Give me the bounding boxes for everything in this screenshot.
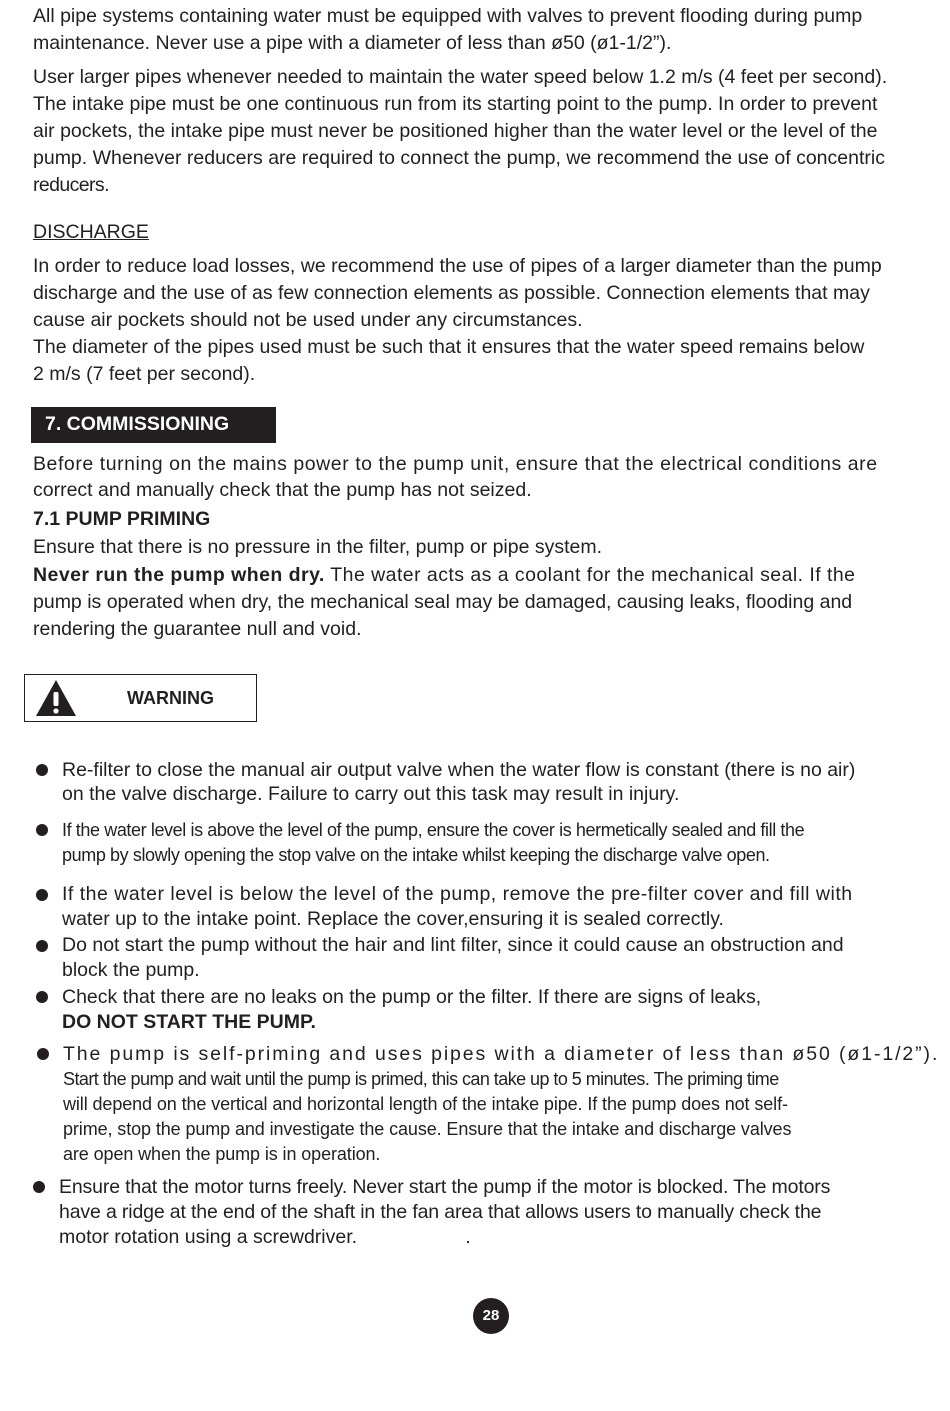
list-item-text <box>62 757 855 808</box>
list-item-text <box>62 818 804 868</box>
discharge-heading: DISCHARGE <box>33 221 149 243</box>
text-line: If the water level is above the level of the pump, ensure the cover is hermetically sealed and fill the <box>62 820 805 840</box>
text-line: Check that there are no leaks on the pump or the filter. If there are signs of leaks, <box>62 986 762 1008</box>
text-line <box>33 562 950 589</box>
warning-triangle-icon <box>34 678 78 718</box>
text-line: pump. Whenever reducers are required to connect the pump, we recommend the use of concentric <box>33 147 885 169</box>
text-line: are open when the pump is in operation. <box>63 1144 381 1164</box>
page-number-badge: 28 <box>473 1298 509 1334</box>
text-line: If the water level is below the level of the pump, remove the pre-filter cover and fill with <box>62 883 853 905</box>
text-line: maintenance. Never use a pipe with a diameter of less than ø50 (ø1-1/2”). <box>33 32 672 54</box>
text-line: block the pump. <box>62 959 200 981</box>
dry-run-paragraph <box>33 562 950 643</box>
text-line: have a ridge at the end of the shaft in the fan area that allows users to manually check the <box>59 1201 822 1223</box>
section-title-bar: 7. COMMISSIONING <box>31 407 276 443</box>
text-line: All pipe systems containing water must be equipped with valves to prevent flooding during pump <box>33 5 863 27</box>
list-item-text <box>63 1042 939 1167</box>
text-line: pump is operated when dry, the mechanical seal may be damaged, causing leaks, flooding and <box>33 591 853 613</box>
pump-priming-heading: 7.1 PUMP PRIMING <box>33 508 211 530</box>
text-line: The pump is self-priming and uses pipes with a diameter of less than ø50 (ø1-1/2”). <box>63 1043 940 1065</box>
bullet-icon <box>36 991 48 1003</box>
bullet-icon <box>33 1181 45 1193</box>
text-line: Before turning on the mains power to the pump unit, ensure that the electrical conditions are <box>33 453 878 475</box>
text-line: on the valve discharge. Failure to carry out this task may result in injury. <box>62 783 680 805</box>
text-line: Do not start the pump without the hair and lint filter, since it could cause an obstruction and <box>62 934 844 956</box>
text-line: cause air pockets should not be used under any circumstances. <box>33 309 583 331</box>
text-line: Ensure that the motor turns freely. Never start the pump if the motor is blocked. The motors <box>59 1176 831 1198</box>
text-line: DO NOT START THE PUMP. <box>62 1011 316 1033</box>
intake-paragraph <box>33 64 950 199</box>
text-line: pump by slowly opening the stop valve on the intake whilst keeping the discharge valve open. <box>62 845 770 865</box>
text-line: reducers. <box>33 174 109 196</box>
dry-run-bold: Never run the pump when dry. <box>33 564 325 586</box>
text-line: discharge and the use of as few connection elements as possible. Connection elements that may <box>33 282 870 304</box>
list-item-text <box>62 882 853 932</box>
bullet-icon <box>36 940 48 952</box>
warning-label: WARNING <box>127 688 214 708</box>
text-line: prime, stop the pump and investigate the cause. Ensure that the intake and discharge valves <box>63 1119 792 1139</box>
text-line: air pockets, the intake pipe must never be positioned higher than the water level or the level of the <box>33 120 878 142</box>
bullet-icon <box>36 889 48 901</box>
text-line: In order to reduce load losses, we recommend the use of pipes of a larger diameter than the pump <box>33 255 882 277</box>
bullet-icon <box>37 1048 49 1060</box>
pressure-line: Ensure that there is no pressure in the filter, pump or pipe system. <box>33 536 603 558</box>
text-line: Re-filter to close the manual air output valve when the water flow is constant (there is no air) <box>62 759 856 781</box>
text-line: User larger pipes whenever needed to maintain the water speed below 1.2 m/s (4 feet per second). <box>33 66 888 88</box>
bullet-icon <box>36 824 48 836</box>
discharge-paragraph <box>33 253 950 388</box>
text-line: Start the pump and wait until the pump is primed, this can take up to 5 minutes. The priming time <box>63 1069 779 1089</box>
list-item-text <box>62 933 844 983</box>
list-item-text <box>59 1175 830 1250</box>
text-line: correct and manually check that the pump has not seized. <box>33 479 532 501</box>
text-line: The diameter of the pipes used must be such that it ensures that the water speed remains below <box>33 336 865 358</box>
text-line: water up to the intake point. Replace the cover,ensuring it is sealed correctly. <box>62 908 724 930</box>
dry-run-rest: The water acts as a coolant for the mechanical seal. If the <box>324 564 856 586</box>
list-item-text <box>62 985 761 1035</box>
text-line: motor rotation using a screwdriver. . <box>59 1226 471 1248</box>
intake-intro-paragraph <box>33 3 950 57</box>
text-line: rendering the guarantee null and void. <box>33 618 362 640</box>
text-line: The intake pipe must be one continuous run from its starting point to the pump. In order to prevent <box>33 93 878 115</box>
bullet-icon <box>36 764 48 776</box>
text-line: 2 m/s (7 feet per second). <box>33 363 256 385</box>
text-line: will depend on the vertical and horizontal length of the intake pipe. If the pump does not self- <box>63 1094 788 1114</box>
commissioning-intro <box>33 451 950 503</box>
warning-box <box>24 674 257 722</box>
